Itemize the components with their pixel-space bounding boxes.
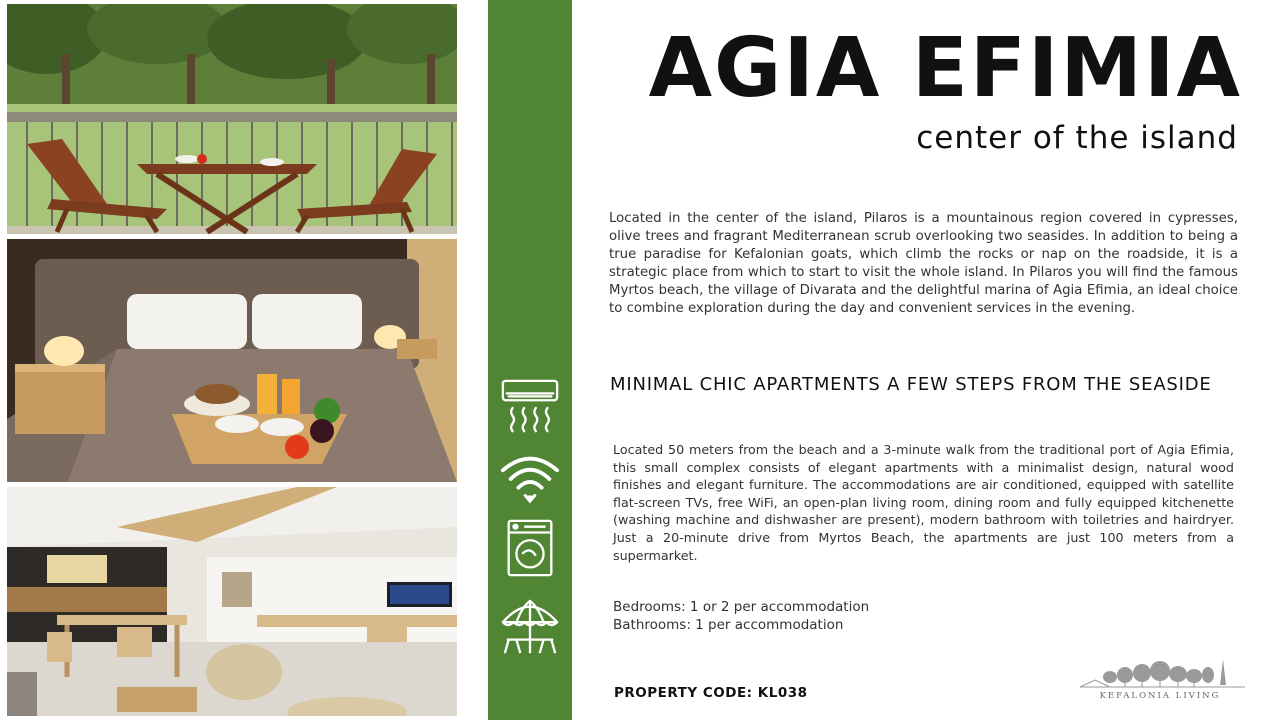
beach-umbrella-icon xyxy=(498,596,562,660)
bathrooms-spec: Bathrooms: 1 per accommodation xyxy=(613,617,844,633)
intro-paragraph: Located in the center of the island, Pilaros is a mountainous region covered in cypresses, olive trees and fragrant Mediterranean scrub overlooking two seasides. In addition to being a true paradise for Kefalonian goats, which climb the rocks or nap on the roadside, it is a strategic place from which to start to visit the whole island. In Pilaros you will find the famous Myrtos beach, the village of Divarata and the delightful marina of Agia Efimia, an ideal choice to combine exploration during the day and convenient services in the evening. xyxy=(609,211,1238,316)
trees-logo-icon xyxy=(1070,655,1250,693)
logo-text: KEFALONIA LIVING xyxy=(1099,691,1221,701)
terrace-photo xyxy=(7,4,457,234)
page-subtitle: center of the island xyxy=(916,120,1238,156)
bedrooms-spec: Bedrooms: 1 or 2 per accommodation xyxy=(613,599,870,615)
property-code: PROPERTY CODE: KL038 xyxy=(614,685,808,701)
living-room-photo xyxy=(7,487,457,716)
kefalonia-living-logo xyxy=(1070,655,1250,705)
page-title: AGIA EFIMIA xyxy=(648,21,1242,116)
bedroom-photo xyxy=(7,239,457,482)
description-paragraph: Located 50 meters from the beach and a 3-minute walk from the traditional port of Agia Efimia, this small complex consists of elegant apartments with a minimalist design, natural wood finishes and elegant furniture. The accommodations are air conditioned, equipped with satellite flat-screen TVs, free WiFi, an open-plan living room, dining room and fully equipped kitchenette (washing machine and dishwasher are present), modern bathroom with toiletries and hairdryer. Just a 20-minute drive from Myrtos Beach, the apartments are just 100 meters from a supermarket. xyxy=(613,442,1234,563)
air-conditioner-icon xyxy=(498,376,562,440)
wifi-icon xyxy=(498,446,562,510)
section-heading: MINIMAL CHIC APARTMENTS A FEW STEPS FROM THE SEASIDE xyxy=(610,374,1212,395)
washing-machine-icon xyxy=(498,516,562,580)
accent-band xyxy=(488,0,572,720)
